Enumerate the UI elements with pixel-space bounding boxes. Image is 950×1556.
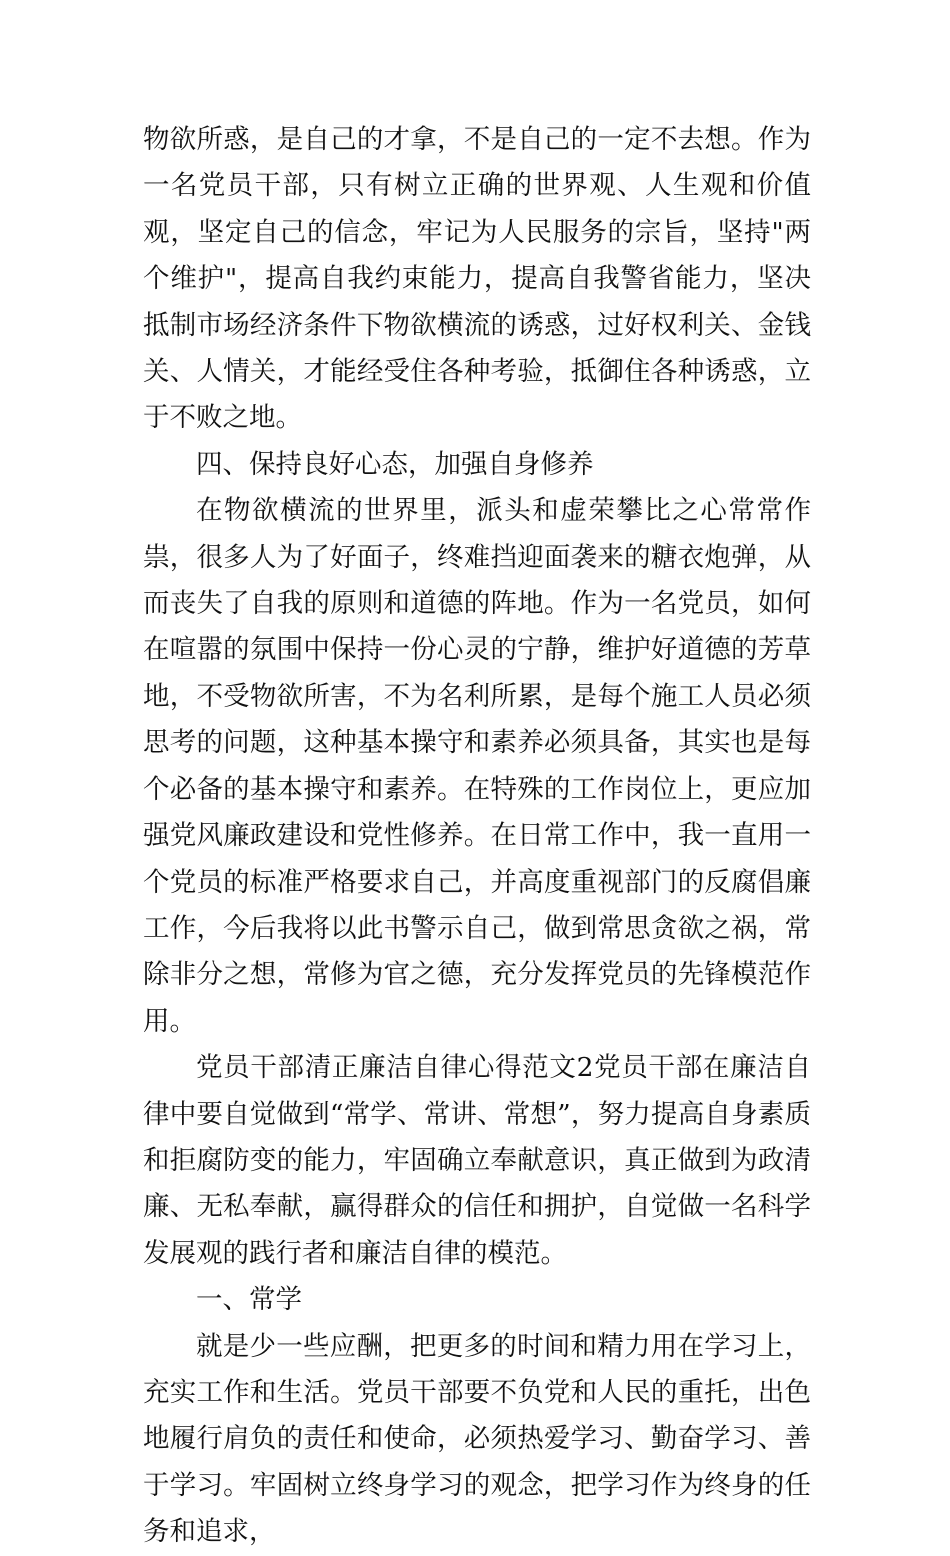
section-heading-one: 一、常学 xyxy=(196,1284,302,1316)
paragraph-study: 就是少一些应酬，把更多的时间和精力用在学习上，充实工作和生活。党员干部要不负党和人民的重托，出色地履行肩负的责任和使命，必须热爱学习、勤奋学习、善于学习。牢固树立终身学习的观念，把学习作为终身的任务和追求， xyxy=(143,1330,811,1548)
document-body xyxy=(143,117,811,1556)
paragraph-mindset: 在物欲横流的世界里，派头和虚荣攀比之心常常作祟，很多人为了好面子，终难挡迎面袭来的糖衣炮弹，从而丧失了自我的原则和道德的阵地。作为一名党员，如何在喧嚣的氛围中保持一份心灵的宁静，维护好道德的芳草地，不受物欲所害，不为名利所累，是每个施工人员必须思考的问题，这种基本操守和素养必须具备，其实也是每个必备的基本操守和素养。在特殊的工作岗位上，更应加强党风廉政建设和党性修养。在日常工作中，我一直用一个党员的标准严格要求自己，并高度重视部门的反腐倡廉工作，今后我将以此书警示自己，做到常思贪欲之祸，常除非分之想，常修为官之德，充分发挥党员的先锋模范作用。 xyxy=(143,495,811,1037)
section-heading-four: 四、保持良好心态，加强自身修养 xyxy=(196,448,594,480)
paragraph-sample-two-intro: 党员干部清正廉洁自律心得范文2党员干部在廉洁自律中要自觉做到“常学、常讲、常想”，努力提高自身素质和拒腐防变的能力，牢固确立奉献意识，真正做到为政清廉、无私奉献，赢得群众的信任和拥护，自觉做一名科学发展观的践行者和廉洁自律的模范。 xyxy=(143,1052,811,1269)
paragraph-continuation: 物欲所惑，是自己的才拿，不是自己的一定不去想。作为一名党员干部，只有树立正确的世界观、人生观和价值观，坚定自己的信念，牢记为人民服务的宗旨，坚持"两个维护"，提高自我约束能力，提高自我警省能力，坚决抵制市场经济条件下物欲横流的诱惑，过好权利关、金钱关、人情关，才能经受住各种考验，抵御住各种诱惑，立于不败之地。 xyxy=(143,124,811,434)
